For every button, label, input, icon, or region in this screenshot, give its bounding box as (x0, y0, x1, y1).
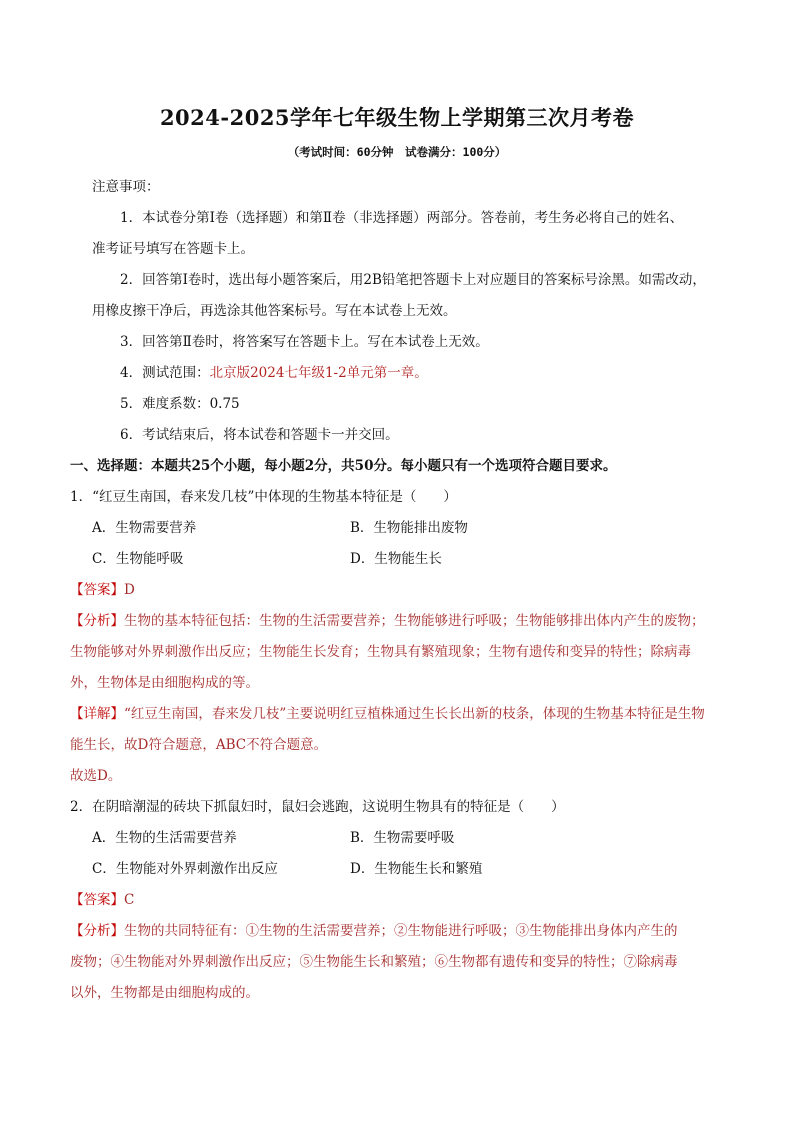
note-4 (70, 358, 730, 389)
answer-label: 【答案】 (70, 892, 124, 908)
question-1-detail (70, 699, 730, 730)
answer-label: 【答案】 (70, 582, 124, 598)
question-1-analysis (70, 606, 730, 637)
answer-value: C (124, 892, 135, 908)
exam-info: （考试时间：60分钟 试卷满分：100分） (287, 145, 507, 159)
question-2-option-a: A．生物的生活需要营养 (92, 830, 237, 846)
question-2-option-c: C．生物能对外界刺激作出反应 (92, 861, 278, 877)
question-1-stem: 1．“红豆生南国，春来发几枝”中体现的生物基本特征是（ ） (70, 489, 457, 505)
analysis-label: 【分析】 (70, 613, 124, 629)
section-heading: 一、选择题：本题共25个小题，每小题2分，共50分。每小题只有一个选项符合题目要求。 (70, 458, 617, 474)
notes-heading: 注意事项： (92, 179, 160, 195)
note-1: 1．本试卷分第Ⅰ卷（选择题）和第Ⅱ卷（非选择题）两部分。答卷前，考生务必将自己的姓名、 (120, 210, 684, 226)
question-1-option-c: C．生物能呼吸 (92, 551, 184, 567)
question-2-stem: 2．在阴暗潮湿的砖块下抓鼠妇时，鼠妇会逃跑，这说明生物具有的特征是（ ） (70, 799, 565, 815)
detail-line: 能生长，故D符合题意，ABC不符合题意。 (70, 737, 328, 753)
analysis-line: 外，生物体是由细胞构成的等。 (70, 675, 259, 691)
question-1-option-d: D．生物能生长 (350, 551, 442, 567)
question-2-options-row-2 (70, 854, 730, 885)
note-1-cont: 准考证号填写在答题卡上。 (92, 241, 254, 257)
question-1-answer (70, 575, 730, 606)
document-body (70, 172, 730, 1009)
question-2-option-b: B．生物需要呼吸 (350, 830, 455, 846)
answer-value: D (124, 582, 135, 598)
note-6: 6．考试结束后，将本试卷和答题卡一并交回。 (120, 427, 399, 443)
analysis-line: 废物；④生物能对外界刺激作出反应；⑤生物能生长和繁殖；⑥生物都有遗传和变异的特性；⑦除病毒 (70, 954, 678, 970)
question-1-option-b: B．生物能排出废物 (350, 520, 468, 536)
question-1-conclusion: 故选D。 (70, 768, 122, 784)
note-2: 2．回答第Ⅰ卷时，选出每小题答案后，用2B铅笔把答题卡上对应题目的答案标号涂黑。如需改动， (120, 272, 706, 288)
question-2-answer (70, 885, 730, 916)
analysis-line: 生物能够对外界刺激作出反应；生物能生长发育；生物具有繁殖现象；生物有遗传和变异的特性；除病毒 (70, 644, 691, 660)
note-2-cont: 用橡皮擦干净后，再选涂其他答案标号。写在本试卷上无效。 (92, 303, 457, 319)
analysis-line: 以外，生物都是由细胞构成的。 (70, 985, 259, 1001)
question-1-options-row-2 (70, 544, 730, 575)
question-2-analysis (70, 916, 730, 947)
note-5: 5．难度系数：0.75 (120, 396, 240, 412)
question-2-option-d: D．生物能生长和繁殖 (350, 861, 483, 877)
analysis-line: 生物的基本特征包括：生物的生活需要营养；生物能够进行呼吸；生物能够排出体内产生的废物； (124, 613, 705, 629)
question-1-options-row-1 (70, 513, 730, 544)
analysis-line: 生物的共同特征有：①生物的生活需要营养；②生物能进行呼吸；③生物能排出身体内产生的 (124, 923, 678, 939)
analysis-label: 【分析】 (70, 923, 124, 939)
detail-line: “红豆生南国，春来发几枝”主要说明红豆植株通过生长长出新的枝条，体现的生物基本特征是生物 (124, 706, 705, 722)
page-title: 2024-2025学年七年级生物上学期第三次月考卷 (159, 105, 635, 130)
detail-label: 【详解】 (70, 706, 124, 722)
test-range: 北京版2024七年级1-2单元第一章。 (209, 365, 428, 381)
note-3: 3．回答第Ⅱ卷时，将答案写在答题卡上。写在本试卷上无效。 (120, 334, 489, 350)
note-4-prefix: 4．测试范围： (120, 365, 210, 381)
question-2-options-row-1 (70, 823, 730, 854)
question-1-option-a: A．生物需要营养 (92, 520, 197, 536)
